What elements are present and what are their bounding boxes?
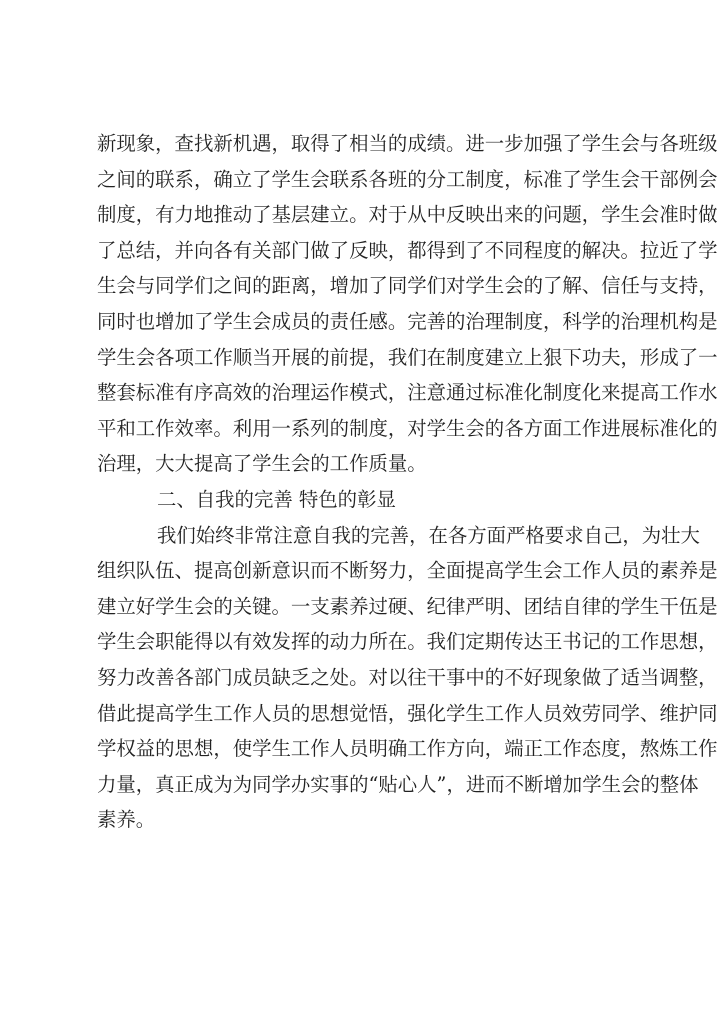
text-line: 我们始终非常注意自我的完善，在各方面严格要求自己，为壮大 [157, 523, 700, 547]
text-line: 生会与同学们之间的距离，增加了同学们对学生会的了解、信任与支持， [97, 274, 718, 298]
text-line: 学生会各项工作顺当开展的前提，我们在制度建立上狠下功夫，形成了一 [97, 345, 718, 369]
text-line: 治理，大大提高了学生会的工作质量。 [97, 452, 427, 476]
text-line: 同时也增加了学生会成员的责任感。完善的治理制度，科学的治理机构是 [97, 309, 718, 333]
text-line: 学权益的思想，使学生工作人员明确工作方向，端正工作态度，熬炼工作 [97, 737, 718, 761]
text-line: 学生会职能得以有效发挥的动力所在。我们定期传达王书记的工作思想， [97, 630, 718, 654]
text-line: 平和工作效率。利用一系列的制度，对学生会的各方面工作进展标准化的 [97, 416, 718, 440]
text-line: 力量，真正成为为同学办实事的“贴心人”，进而不断增加学生会的整体 [97, 772, 699, 796]
text-line: 努力改善各部门成员缺乏之处。对以往干事中的不好现象做了适当调整， [97, 665, 718, 689]
text-line: 组织队伍、提高创新意识而不断努力，全面提高学生会工作人员的素养是 [97, 559, 718, 583]
text-line: 整套标准有序高效的治理运作模式，注意通过标准化制度化来提高工作水 [97, 381, 718, 405]
text-line: 之间的联系，确立了学生会联系各班的分工制度，标准了学生会干部例会 [97, 167, 718, 191]
body-text [97, 126, 718, 838]
section-heading: 二、自我的完善 特色的彰显 [157, 487, 396, 511]
paragraph-2 [97, 518, 718, 838]
text-line: 新现象，查找新机遇，取得了相当的成绩。进一步加强了学生会与各班级 [97, 132, 718, 155]
text-line: 制度，有力地推动了基层建立。对于从中反映出来的问题，学生会准时做 [97, 203, 718, 227]
paragraph-1 [97, 126, 718, 482]
text-line: 了总结，并向各有关部门做了反映，都得到了不同程度的解决。拉近了学 [97, 238, 718, 262]
text-line: 借此提高学生工作人员的思想觉悟，强化学生工作人员效劳同学、维护同 [97, 701, 718, 725]
text-line: 素养。 [97, 808, 156, 832]
text-line: 建立好学生会的关键。一支素养过硬、纪律严明、团结自律的学生干伍是 [97, 594, 718, 618]
